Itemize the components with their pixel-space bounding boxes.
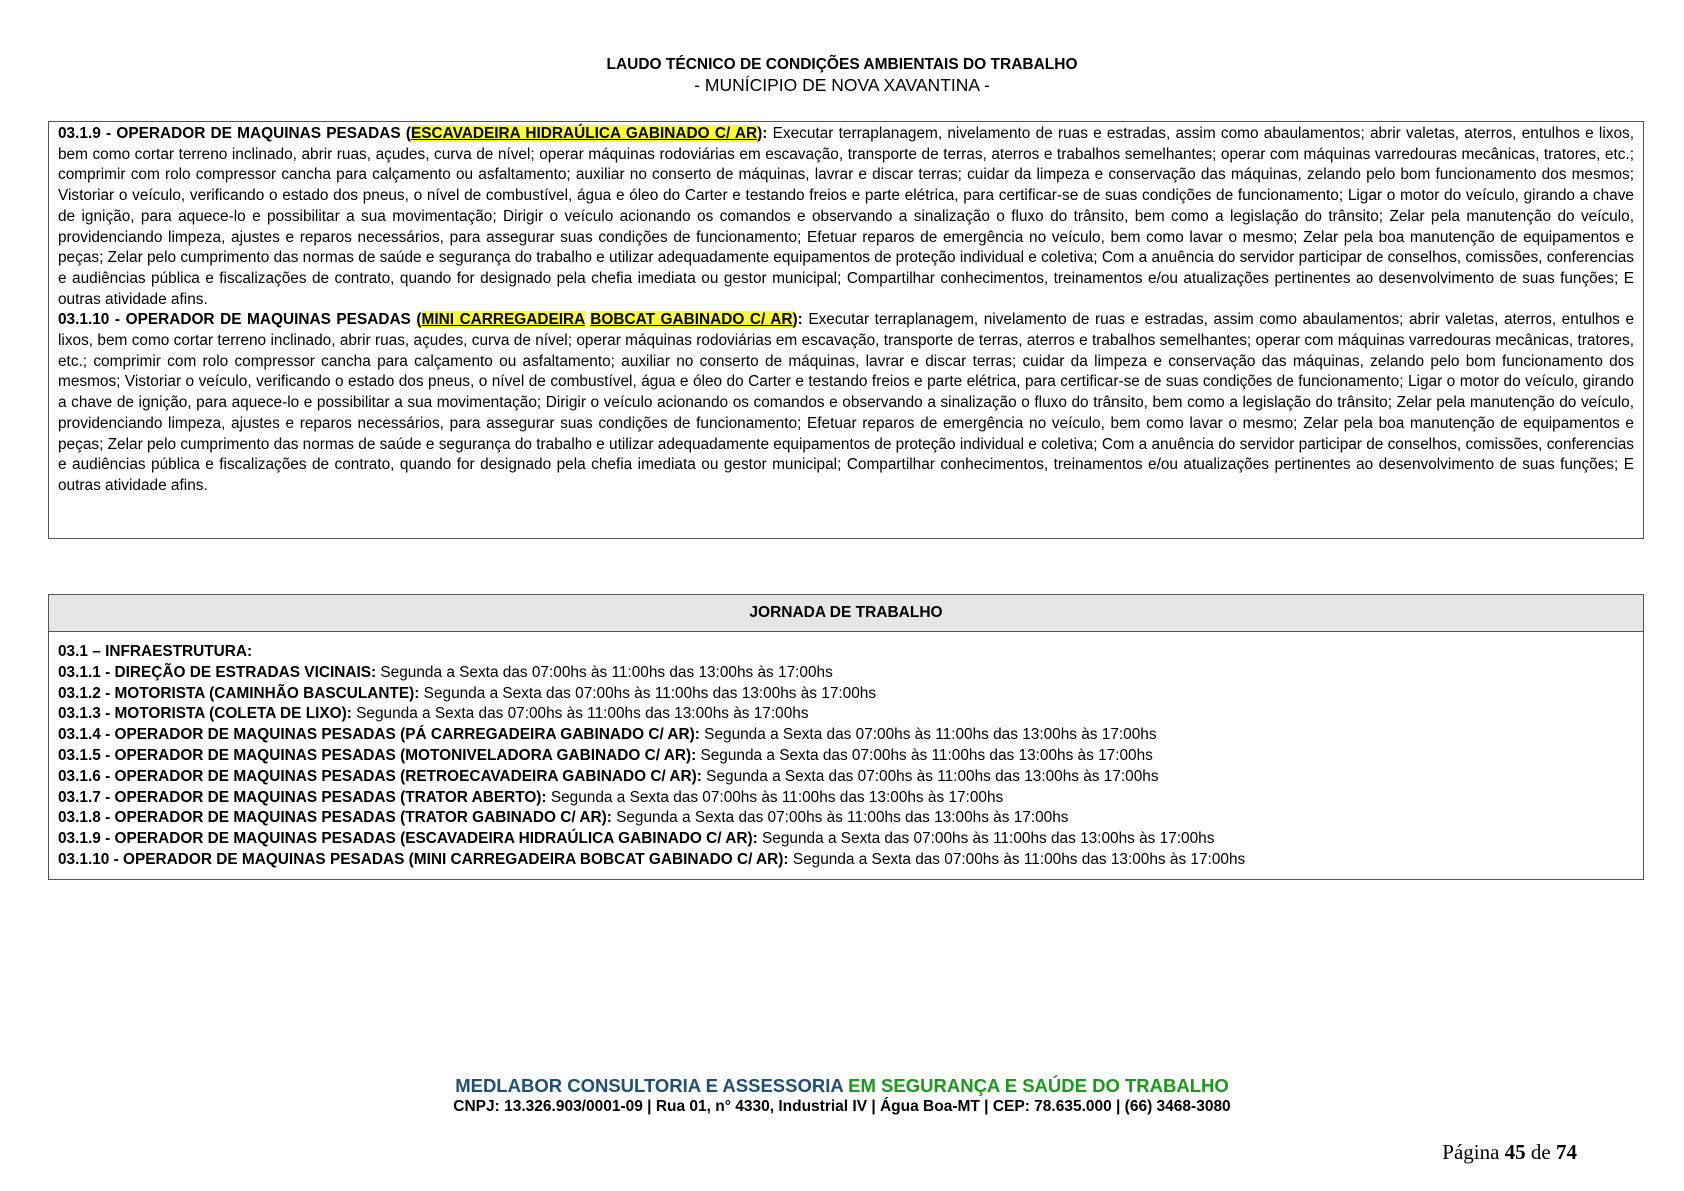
job-descriptions-box: [48, 121, 1644, 539]
schedule-row: [58, 663, 1634, 684]
company-name: [0, 1075, 1684, 1097]
schedule-row: [58, 684, 1634, 705]
document-subtitle: - MUNÍCIPIO DE NOVA XAVANTINA -: [694, 75, 990, 95]
job-description-text: Executar terraplanagem, nivelamento de ruas e estradas, assim como abaulamentos; abrir valetas, aterros, entulhos e lixos, bem como cortar terreno inclinado, abrir ruas, açudes, curva de nível; operar máquinas rodoviárias em escavação, transporte de terras, aterros e trabalhos semelhantes; operar com máquinas varredouras mecânicas, tratores, etc.; comprimir com rolo compressor cancha para calçamento ou asfaltamento; auxiliar no conserto de máquinas, lavrar e discar terras; cuidar da limpeza e conservação das máquinas, zelando pelo bom funcionamento dos mesmos; Vistoriar o veículo, verificando o estado dos pneus, o nível de combustível, água e óleo do Carter e testando freios e parte elétrica, para certificar-se de suas condições de funcionamento; Ligar o motor do veículo, girando a chave de ignição, para aquece-lo e possibilitar a sua movimentação; Dirigir o veículo acionando os comandos e observando a sinalização o fluxo do trânsito, bem como a legislação do trânsito; Zelar pela manutenção do veículo, providenciando limpeza, ajustes e reparos necessários, para assegurar suas condições de funcionamento; Efetuar reparos de emergência no veículo, bem como lavar o mesmo; Zelar pela boa manutenção de equipamentos e peças; Zelar pelo cumprimento das normas de saúde e segurança do trabalho e utilizar adequadamente equipamentos de proteção individual e coletiva; Com a anuência do servidor participar de conselhos, comissões, conferencias e audiências pública e fiscalizações de contrato, quando for designado pela chefia imediata ou gestor municipal; Compartilhar conhecimentos, treinamentos e/ou atualizações pertinentes ao desenvolvimento de suas funções; E outras atividade afins.: [58, 311, 1635, 494]
schedule-row: [58, 850, 1634, 871]
page-number: [1442, 1140, 1577, 1165]
schedule-hours: Segunda a Sexta das 07:00hs às 11:00hs das 13:00hs às 17:00hs: [419, 684, 877, 702]
job-title: [58, 311, 803, 328]
job-description-text: Executar terraplanagem, nivelamento de ruas e estradas, assim como abaulamentos; abrir valetas, aterros, entulhos e lixos, bem como cortar terreno inclinado, abrir ruas, açudes, curva de nível; operar máquinas rodoviárias em escavação, transporte de terras, aterros e trabalhos semelhantes; operar com máquinas varredouras mecânicas, tratores, etc.; comprimir com rolo compressor cancha para calçamento ou asfaltamento; auxiliar no conserto de máquinas, lavrar e discar terras; cuidar da limpeza e conservação das máquinas, zelando pelo bom funcionamento dos mesmos; Vistoriar o veículo, verificando o estado dos pneus, o nível de combustível, água e óleo do Carter e testando freios e parte elétrica, para certificar-se de suas condições de funcionamento; Ligar o motor do veículo, girando a chave de ignição, para aquece-lo e possibilitar a sua movimentação; Dirigir o veículo acionando os comandos e observando a sinalização o fluxo do trânsito, bem como a legislação do trânsito; Zelar pela manutenção do veículo, providenciando limpeza, ajustes e reparos necessários, para assegurar suas condições de funcionamento; Efetuar reparos de emergência no veículo, bem como lavar o mesmo; Zelar pela boa manutenção de equipamentos e peças; Zelar pelo cumprimento das normas de saúde e segurança do trabalho e utilizar adequadamente equipamentos de proteção individual e coletiva; Com a anuência do servidor participar de conselhos, comissões, conferencias e audiências pública e fiscalizações de contrato, quando for designado pela chefia imediata ou gestor municipal; Compartilhar conhecimentos, treinamentos e/ou atualizações pertinentes ao desenvolvimento de suas funções; E outras atividade afins.: [58, 125, 1634, 308]
work-schedule-heading: JORNADA DE TRABALHO: [49, 595, 1643, 632]
schedule-label: 03.1.2 - MOTORISTA (CAMINHÃO BASCULANTE):: [58, 684, 420, 702]
schedule-label: 03.1.1 - DIREÇÃO DE ESTRADAS VICINAIS:: [58, 663, 377, 681]
schedule-row: [58, 725, 1634, 746]
page-footer: [0, 1075, 1684, 1117]
total-pages: 74: [1556, 1140, 1577, 1164]
schedule-hours: Segunda a Sexta das 07:00hs às 11:00hs das 13:00hs às 17:00hs: [351, 705, 809, 723]
section-label: 03.1 – INFRAESTRUTURA:: [58, 643, 253, 660]
schedule-hours: Segunda a Sexta das 07:00hs às 11:00hs das 13:00hs às 17:00hs: [757, 830, 1215, 848]
work-schedule-body: [49, 632, 1643, 871]
document-title: LAUDO TÉCNICO DE CONDIÇÕES AMBIENTAIS DO TRABALHO: [606, 56, 1078, 73]
job-description-03-1-10: [58, 310, 1634, 496]
section-title: [58, 642, 1634, 663]
schedule-row: [58, 788, 1634, 809]
job-title: [58, 125, 767, 142]
job-title-prefix: 03.1.9 - OPERADOR DE MAQUINAS PESADAS (: [58, 125, 411, 142]
schedule-label: 03.1.7 - OPERADOR DE MAQUINAS PESADAS (TRATOR ABERTO):: [58, 788, 547, 806]
schedule-label: 03.1.4 - OPERADOR DE MAQUINAS PESADAS (PÁ CARREGADEIRA GABINADO C/ AR):: [58, 726, 700, 744]
company-address: CNPJ: 13.326.903/0001-09 | Rua 01, n° 4330, Industrial IV | Água Boa-MT | CEP: 78.635.000 | (66) 3468-3080: [453, 1098, 1231, 1115]
highlighted-equipment: BOBCAT GABINADO C/ AR: [590, 311, 793, 329]
schedule-hours: Segunda a Sexta das 07:00hs às 11:00hs das 13:00hs às 17:00hs: [696, 746, 1153, 764]
page-separator: de: [1525, 1140, 1556, 1164]
page-header: [0, 56, 1684, 96]
work-schedule-table: [48, 594, 1644, 880]
schedule-hours: Segunda a Sexta das 07:00hs às 11:00hs das 13:00hs às 17:00hs: [611, 809, 1069, 827]
company-name-blue: MEDLABOR CONSULTORIA E ASSESSORIA: [455, 1075, 844, 1096]
schedule-label: 03.1.5 - OPERADOR DE MAQUINAS PESADAS (MOTONIVELADORA GABINADO C/ AR):: [58, 746, 697, 764]
job-title-prefix: 03.1.10 - OPERADOR DE MAQUINAS PESADAS (: [58, 311, 422, 329]
highlighted-equipment: ESCAVADEIRA HIDRAÚLICA GABINADO C/ AR: [410, 125, 758, 142]
schedule-hours: Segunda a Sexta das 07:00hs às 11:00hs das 13:00hs às 17:00hs: [701, 767, 1159, 785]
job-description-03-1-9: [58, 124, 1634, 310]
schedule-hours: Segunda a Sexta das 07:00hs às 11:00hs das 13:00hs às 17:00hs: [546, 788, 1004, 806]
schedule-label: 03.1.9 - OPERADOR DE MAQUINAS PESADAS (ESCAVADEIRA HIDRAÚLICA GABINADO C/ AR):: [58, 830, 758, 848]
schedule-hours: Segunda a Sexta das 07:00hs às 11:00hs das 13:00hs às 17:00hs: [699, 726, 1157, 744]
page-prefix: Página: [1442, 1140, 1505, 1164]
schedule-row: [58, 704, 1634, 725]
highlighted-equipment: MINI CARREGADEIRA: [421, 311, 585, 329]
schedule-label: 03.1.8 - OPERADOR DE MAQUINAS PESADAS (TRATOR GABINADO C/ AR):: [58, 809, 612, 827]
job-title-suffix: ):: [757, 125, 768, 142]
schedule-row: [58, 829, 1634, 850]
company-name-green: EM SEGURANÇA E SAÚDE DO TRABALHO: [843, 1075, 1229, 1096]
schedule-row: [58, 746, 1634, 767]
schedule-label: 03.1.3 - MOTORISTA (COLETA DE LIXO):: [58, 705, 352, 723]
schedule-row: [58, 808, 1634, 829]
current-page: 45: [1504, 1140, 1526, 1164]
schedule-hours: Segunda a Sexta das 07:00hs às 11:00hs das 13:00hs às 17:00hs: [788, 850, 1246, 868]
schedule-hours: Segunda a Sexta das 07:00hs às 11:00hs das 13:00hs às 17:00hs: [376, 663, 833, 681]
schedule-row: [58, 767, 1634, 788]
schedule-label: 03.1.10 - OPERADOR DE MAQUINAS PESADAS (MINI CARREGADEIRA BOBCAT GABINADO C/ AR):: [58, 850, 789, 868]
job-title-suffix: ):: [792, 311, 803, 329]
schedule-label: 03.1.6 - OPERADOR DE MAQUINAS PESADAS (RETROECAVADEIRA GABINADO C/ AR):: [58, 767, 702, 785]
